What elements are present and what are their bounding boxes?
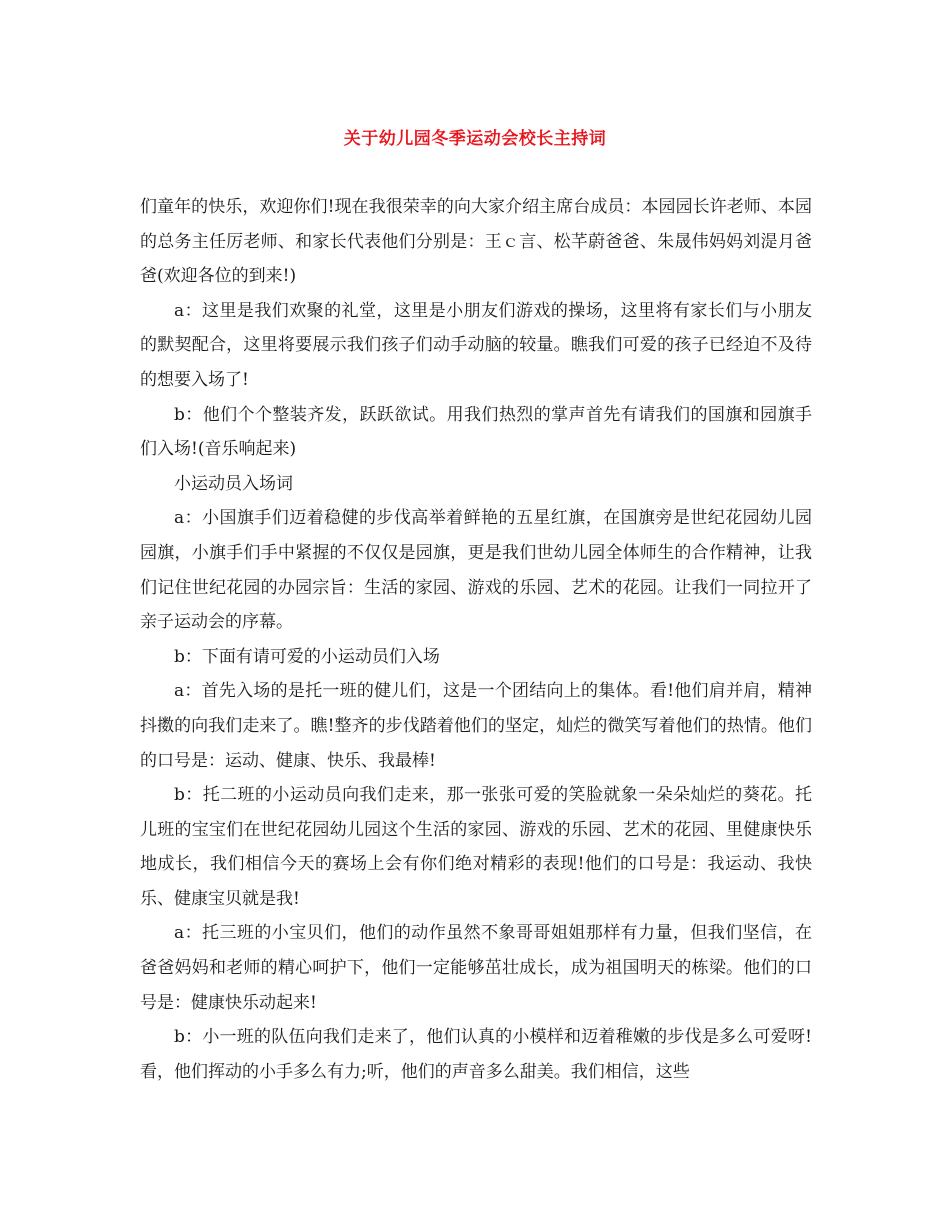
paragraph: b：下面有请可爱的小运动员们入场 bbox=[174, 646, 440, 667]
paragraph: b：他们个个整装齐发，跃跃欲试。用我们热烈的掌声首先有请我们的国旗和园旗手们入场!(音乐响起来) bbox=[140, 404, 812, 460]
paragraph: a：托三班的小宝贝们，他们的动作虽然不象哥哥姐姐那样有力量，但我们坚信，在爸爸妈妈和老师的精心呵护下，他们一定能够茁壮成长，成为祖国明天的栋梁。他们的口号是：健康快乐动起来! bbox=[140, 923, 812, 1013]
section-heading: 小运动员入场词 bbox=[174, 473, 293, 494]
document-title: 关于幼儿园冬季运动会校长主持词 bbox=[343, 129, 607, 149]
paragraph: b：托二班的小运动员向我们走来，那一张张可爱的笑脸就象一朵朵灿烂的葵花。托儿班的宝宝们在世纪花园幼儿园这个生活的家园、游戏的乐园、艺术的花园、里健康快乐地成长，我们相信今天的赛场上会有你们绝对精彩的表现!他们的口号是：我运动、我快乐、健康宝贝就是我! bbox=[140, 785, 812, 909]
paragraph: a：小国旗手们迈着稳健的步伐高举着鲜艳的五星红旗，在国旗旁是世纪花园幼儿园园旗，小旗手们手中紧握的不仅仅是园旗，更是我们世幼儿园全体师生的合作精神，让我们记住世纪花园的办园宗旨：生活的家园、游戏的乐园、艺术的花园。让我们一同拉开了亲子运动会的序幕。 bbox=[140, 508, 812, 633]
document-body bbox=[140, 190, 812, 1089]
paragraph: a：这里是我们欢聚的礼堂，这里是小朋友们游戏的操场，这里将有家长们与小朋友的默契配合，这里将要展示我们孩子们动手动脑的较量。瞧我们可爱的孩子已经迫不及待的想要入场了! bbox=[140, 300, 812, 390]
paragraph: a：首先入场的是托一班的健儿们，这是一个团结向上的集体。看!他们肩并肩，精神抖擞的向我们走来了。瞧!整齐的步伐踏着他们的坚定，灿烂的微笑写着他们的热情。他们的口号是：运动、健康、快乐、我最棒! bbox=[140, 681, 812, 771]
paragraph: b：小一班的队伍向我们走来了，他们认真的小模样和迈着稚嫩的步伐是多么可爱呀!看，他们挥动的小手多么有力;听，他们的声音多么甜美。我们相信，这些 bbox=[140, 1027, 812, 1082]
paragraph: 们童年的快乐，欢迎你们!现在我很荣幸的向大家介绍主席台成员：本园园长许老师、本园的总务主任厉老师、和家长代表他们分别是：王ｃ言、松芊蔚爸爸、朱晟伟妈妈刘湜月爸爸(欢迎各位的到来!) bbox=[140, 197, 812, 287]
